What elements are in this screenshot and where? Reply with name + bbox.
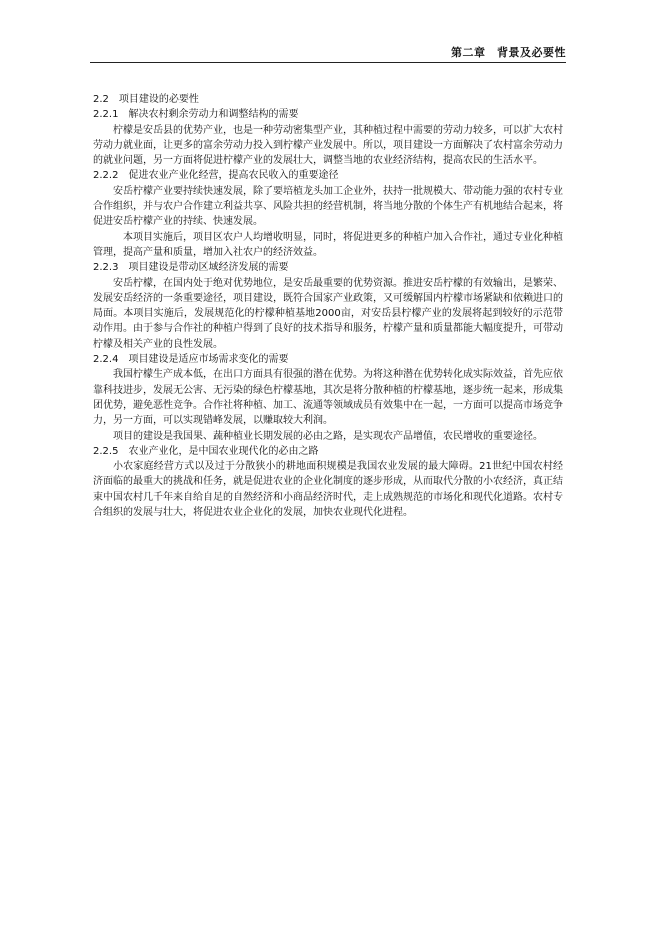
section-2-2-3: [93, 260, 563, 352]
page-header: [90, 42, 566, 63]
section-heading: 2.2.2 促进农业产业化经营，提高农民收入的重要途径: [93, 170, 339, 182]
section-heading: 2.2.1 解决农村剩余劳动力和调整结构的需要: [93, 109, 299, 121]
section-heading: 2.2.5 农业产业化，是中国农业现代化的必由之路: [93, 445, 319, 457]
section-2-2-2: [93, 168, 563, 260]
paragraph: 柠檬是安岳县的优势产业，也是一种劳动密集型产业，其种植过程中需要的劳动力较多，可以扩大农村劳动力就业面，让更多的富余劳动力投入到柠檬产业发展中。所以，项目建设一方面解决了农村富余劳动力的就业问题，另一方面将促进柠檬产业的发展壮大，调整当地的农业经济结构，提高农民的生活水平。: [93, 124, 563, 167]
paragraph: 安岳柠檬产业要持续快速发展，除了要培植龙头加工企业外，扶持一批规模大、带动能力强的农村专业合作组织，并与农户合作建立利益共享、风险共担的经营机制，将当地分散的个体生产有机地结合起来，将促进安岳柠檬产业的持续、快速发展。: [93, 185, 563, 228]
section-2-2-1: [93, 107, 563, 168]
chapter-title: 第二章 背景及必要性: [451, 46, 566, 59]
section-heading: 2.2.3 项目建设是带动区域经济发展的需要: [93, 262, 289, 274]
paragraph: 项目的建设是我国果、蔬种植业长期发展的必由之路，是实现农产品增值，农民增收的重要途径。: [113, 430, 543, 442]
main-heading: 2.2 项目建设的必要性: [93, 94, 199, 105]
paragraph: 本项目实施后，项目区农户人均增收明显，同时，将促进更多的种植户加入合作社，通过专业化种植管理，提高产量和质量，增加入社农户的经济效益。: [93, 231, 563, 258]
paragraph: 我国柠檬生产成本低，在出口方面具有很强的潜在优势。为将这种潜在优势转化成实际效益，首先应依靠科技进步，发展无公害、无污染的绿色柠檬基地，其次是将分散种植的柠檬基地，逐步统一起来，形成集团优势，避免恶性竞争。合作社将种植、加工、流通等领域成员有效集中在一起，一方面可以提高市场竞争力，另一方面，可以实现错峰发展，以赚取较大利润。: [93, 369, 563, 427]
section-2-2-4: [93, 352, 563, 444]
paragraph: 安岳柠檬，在国内处于绝对优势地位，是安岳最重要的优势资源。推进安岳柠檬的有效输出，是繁荣、发展安岳经济的一条重要途径，项目建设，既符合国家产业政策，又可缓解国内柠檬市场紧缺和依赖进口的局面。本项目实施后，发展规范化的柠檬种植基地2000亩，对安岳县柠檬产业的发展将起到较好的示范带动作用。由于参与合作社的种植户得到了良好的技术指导和服务，柠檬产量和质量都能大幅度提升，可带动柠檬及相关产业的良性发展。: [93, 277, 563, 350]
paragraph: 小农家庭经营方式以及过于分散狭小的耕地面积规模是我国农业发展的最大障碍。21世纪中国农村经济面临的最重大的挑战和任务，就是促进农业的企业化制度的逐步形成，从而取代分散的小农经济，真正结束中国农村几千年来自给自足的自然经济和小商品经济时代，走上成熟规范的市场化和现代化道路。农村专合组织的发展与壮大，将促进农业企业化的发展，加快农业现代化进程。: [93, 461, 563, 519]
section-2-2-5: [93, 444, 563, 520]
document-body: [93, 92, 563, 520]
section-heading: 2.2.4 项目建设是适应市场需求变化的需要: [93, 354, 289, 366]
